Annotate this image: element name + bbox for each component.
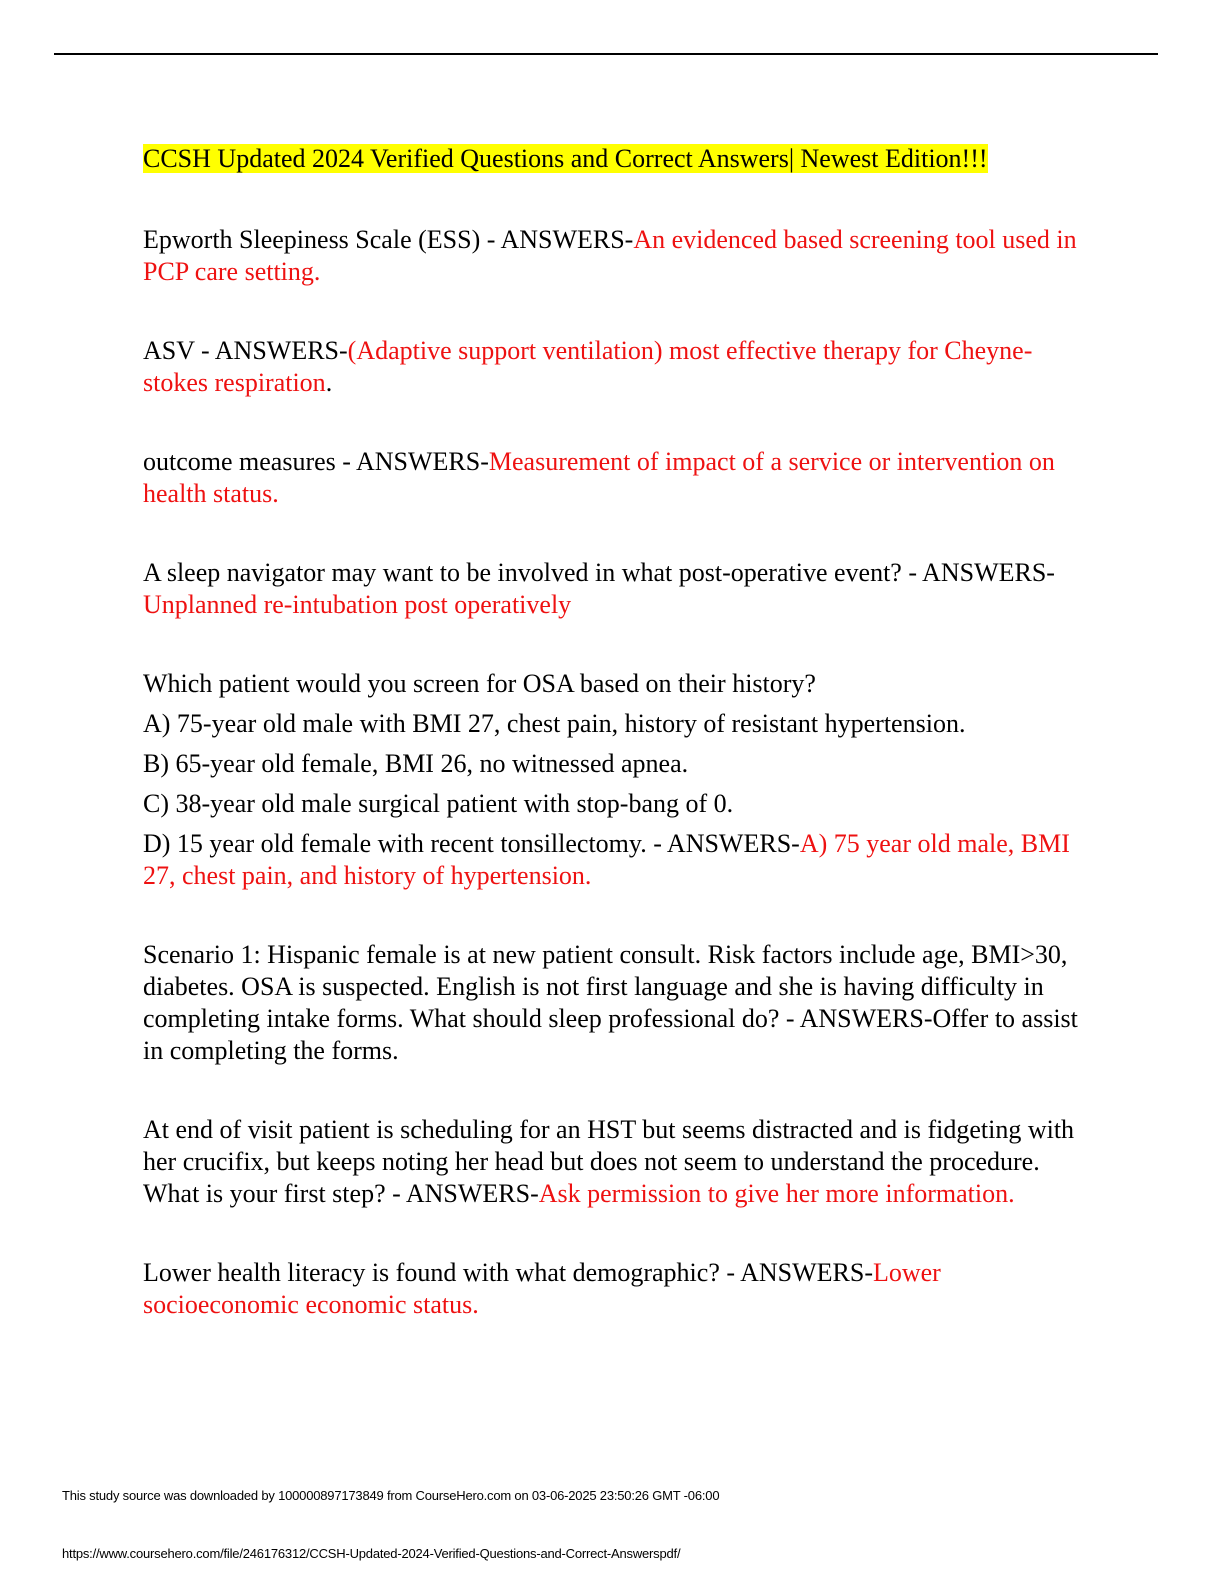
answer-suffix: . bbox=[325, 368, 333, 397]
mcq-option-b: B) 65-year old female, BMI 26, no witnessed apnea. bbox=[143, 749, 689, 778]
document-title: CCSH Updated 2024 Verified Questions and Correct Answers| Newest Edition!!! bbox=[143, 144, 988, 173]
mcq-item bbox=[143, 668, 1083, 892]
top-rule bbox=[54, 53, 1158, 55]
answer-text: An evidenced based screening tool used in PCP care setting. bbox=[143, 225, 1077, 286]
download-notice: This study source was downloaded by 100000897173849 from CourseHero.com on 03-06-2025 23:50:26 GMT -06:00 bbox=[62, 1488, 720, 1503]
title-block bbox=[143, 142, 1083, 176]
qa-item bbox=[143, 1114, 1083, 1210]
mcq-option-d-text: D) 15 year old female with recent tonsillectomy. - ANSWERS- bbox=[143, 829, 800, 858]
question-text: A sleep navigator may want to be involved in what post-operative event? - ANSWERS- bbox=[143, 558, 1055, 587]
answer-text: Measurement of impact of a service or intervention on health status. bbox=[143, 447, 1055, 508]
question-text: Lower health literacy is found with what demographic? - ANSWERS- bbox=[143, 1258, 873, 1287]
qa-item bbox=[143, 224, 1083, 288]
document-body bbox=[143, 142, 1083, 1368]
question-text: ASV - ANSWERS- bbox=[143, 336, 348, 365]
answer-text: Ask permission to give her more information. bbox=[538, 1179, 1015, 1208]
mcq-option-d bbox=[143, 828, 1083, 892]
mcq-option-c: C) 38-year old male surgical patient with stop-bang of 0. bbox=[143, 789, 734, 818]
qa-item bbox=[143, 335, 1083, 399]
qa-item bbox=[143, 446, 1083, 510]
mcq-question: Which patient would you screen for OSA based on their history? bbox=[143, 669, 816, 698]
qa-item bbox=[143, 1257, 1083, 1321]
qa-item bbox=[143, 557, 1083, 621]
scenario-text: Scenario 1: Hispanic female is at new patient consult. Risk factors include age, BMI>30, diabetes. OSA is suspected. English is not first language and she is having difficulty in completing intake forms. What should sleep professional do? - ANSWERS-Offer to assist in completing the forms. bbox=[143, 940, 1078, 1065]
question-text: At end of visit patient is scheduling for an HST but seems distracted and is fidgeting with her crucifix, but keeps noting her head but does not seem to understand the procedure. What is your first step? - ANSWERS- bbox=[143, 1115, 1075, 1208]
question-text: Epworth Sleepiness Scale (ESS) - ANSWERS- bbox=[143, 225, 634, 254]
answer-text: Unplanned re-intubation post operatively bbox=[143, 590, 572, 619]
mcq-option-a: A) 75-year old male with BMI 27, chest pain, history of resistant hypertension. bbox=[143, 709, 966, 738]
answer-text: Lower socioeconomic economic status. bbox=[143, 1258, 941, 1319]
mcq-answer: A) 75 year old male, BMI 27, chest pain, and history of hypertension. bbox=[143, 829, 1070, 890]
scenario-item bbox=[143, 939, 1083, 1067]
question-text: outcome measures - ANSWERS- bbox=[143, 447, 489, 476]
source-url[interactable]: https://www.coursehero.com/file/246176312/CCSH-Updated-2024-Verified-Questions-and-Correct-Answerspdf/ bbox=[62, 1546, 681, 1561]
answer-text: (Adaptive support ventilation) most effective therapy for Cheyne-stokes respiration bbox=[143, 336, 1033, 397]
